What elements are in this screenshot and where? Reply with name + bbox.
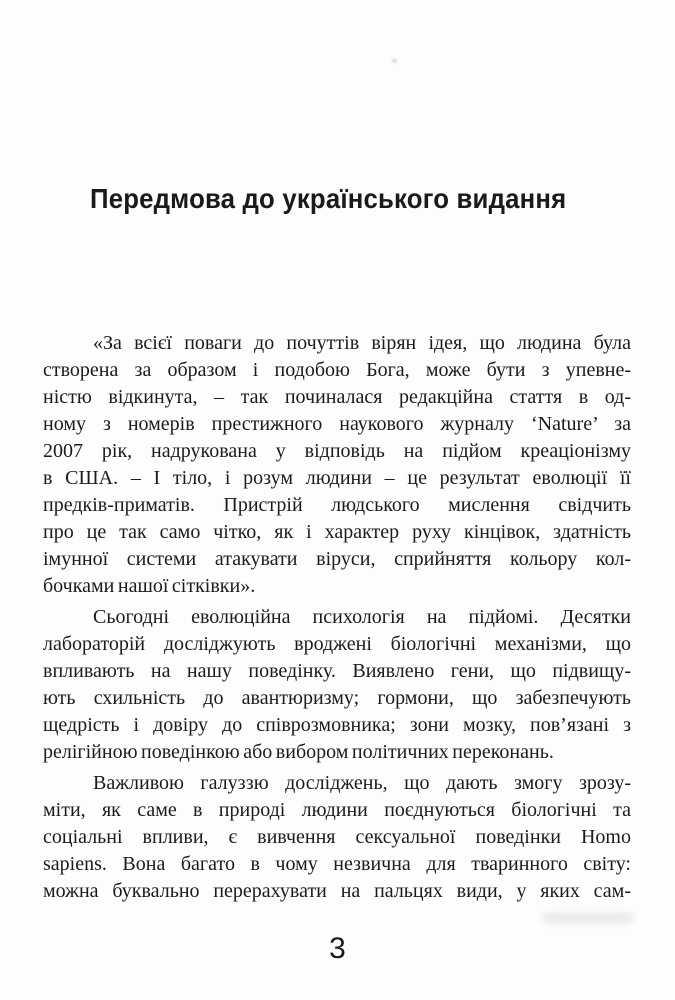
text-line: 2007 рік, надрукована у відповідь на підйом креаціонізму xyxy=(43,440,631,462)
text-line: щедрість і довіру до співрозмовника; зони мозку, пов’язані з xyxy=(43,714,631,736)
text-line: sapiens. Вона багато в чому незвична для тваринного світу: xyxy=(43,853,631,875)
text-line: соціальні впливи, є вивчення сексуальної поведінки Homo xyxy=(43,826,631,848)
scan-speck xyxy=(392,59,397,63)
text-line: лабораторій досліджують вроджені біологічні механізми, що xyxy=(43,633,631,655)
text-line: імунної системи атакувати віруси, сприйняття кольору кол- xyxy=(43,548,631,570)
paragraph xyxy=(43,604,631,766)
chapter-title: Передмова до українського видання xyxy=(90,183,567,214)
text-line: предків-приматів. Пристрій людського мислення свідчить xyxy=(43,494,631,516)
text-line: ному з номерів престижного наукового журналу ‘Nature’ за xyxy=(43,413,631,435)
text-line: ністю відкинута, – так починалася редакційна стаття в од- xyxy=(43,386,631,408)
scan-smudge xyxy=(543,912,633,924)
text-line: впливають на нашу поведінку. Виявлено гени, що підвищу- xyxy=(43,660,631,682)
text-line: ють схильність до авантюризму; гормони, що забезпечують xyxy=(43,687,631,709)
text-line: Сьогодні еволюційна психологія на підйомі. Десятки xyxy=(93,606,631,628)
text-line: про це так само чітко, як і характер руху кінцівок, здатність xyxy=(43,521,631,543)
text-line: Важливою галуззю досліджень, що дають змогу зрозу- xyxy=(93,772,631,794)
page-number: 3 xyxy=(329,932,346,965)
paragraph xyxy=(43,770,631,905)
text-line: в США. – І тіло, і розум людини – це результат еволюції її xyxy=(43,467,631,489)
text-line: міти, як саме в природі людини поєднуються біологічні та xyxy=(43,799,631,821)
text-line: можна буквально перерахувати на пальцях види, у яких сам- xyxy=(43,880,631,902)
text-line: релігійною поведінкою або вибором політичних переконань. xyxy=(43,741,554,763)
text-line: бочками нашої сітківки». xyxy=(43,575,256,597)
text-line: створена за образом і подобою Бога, може бути з упевне- xyxy=(43,359,631,381)
page-body xyxy=(43,330,631,909)
text-line: «За всієї поваги до почуттів вірян ідея, що людина була xyxy=(93,332,631,354)
paragraph xyxy=(43,330,631,600)
